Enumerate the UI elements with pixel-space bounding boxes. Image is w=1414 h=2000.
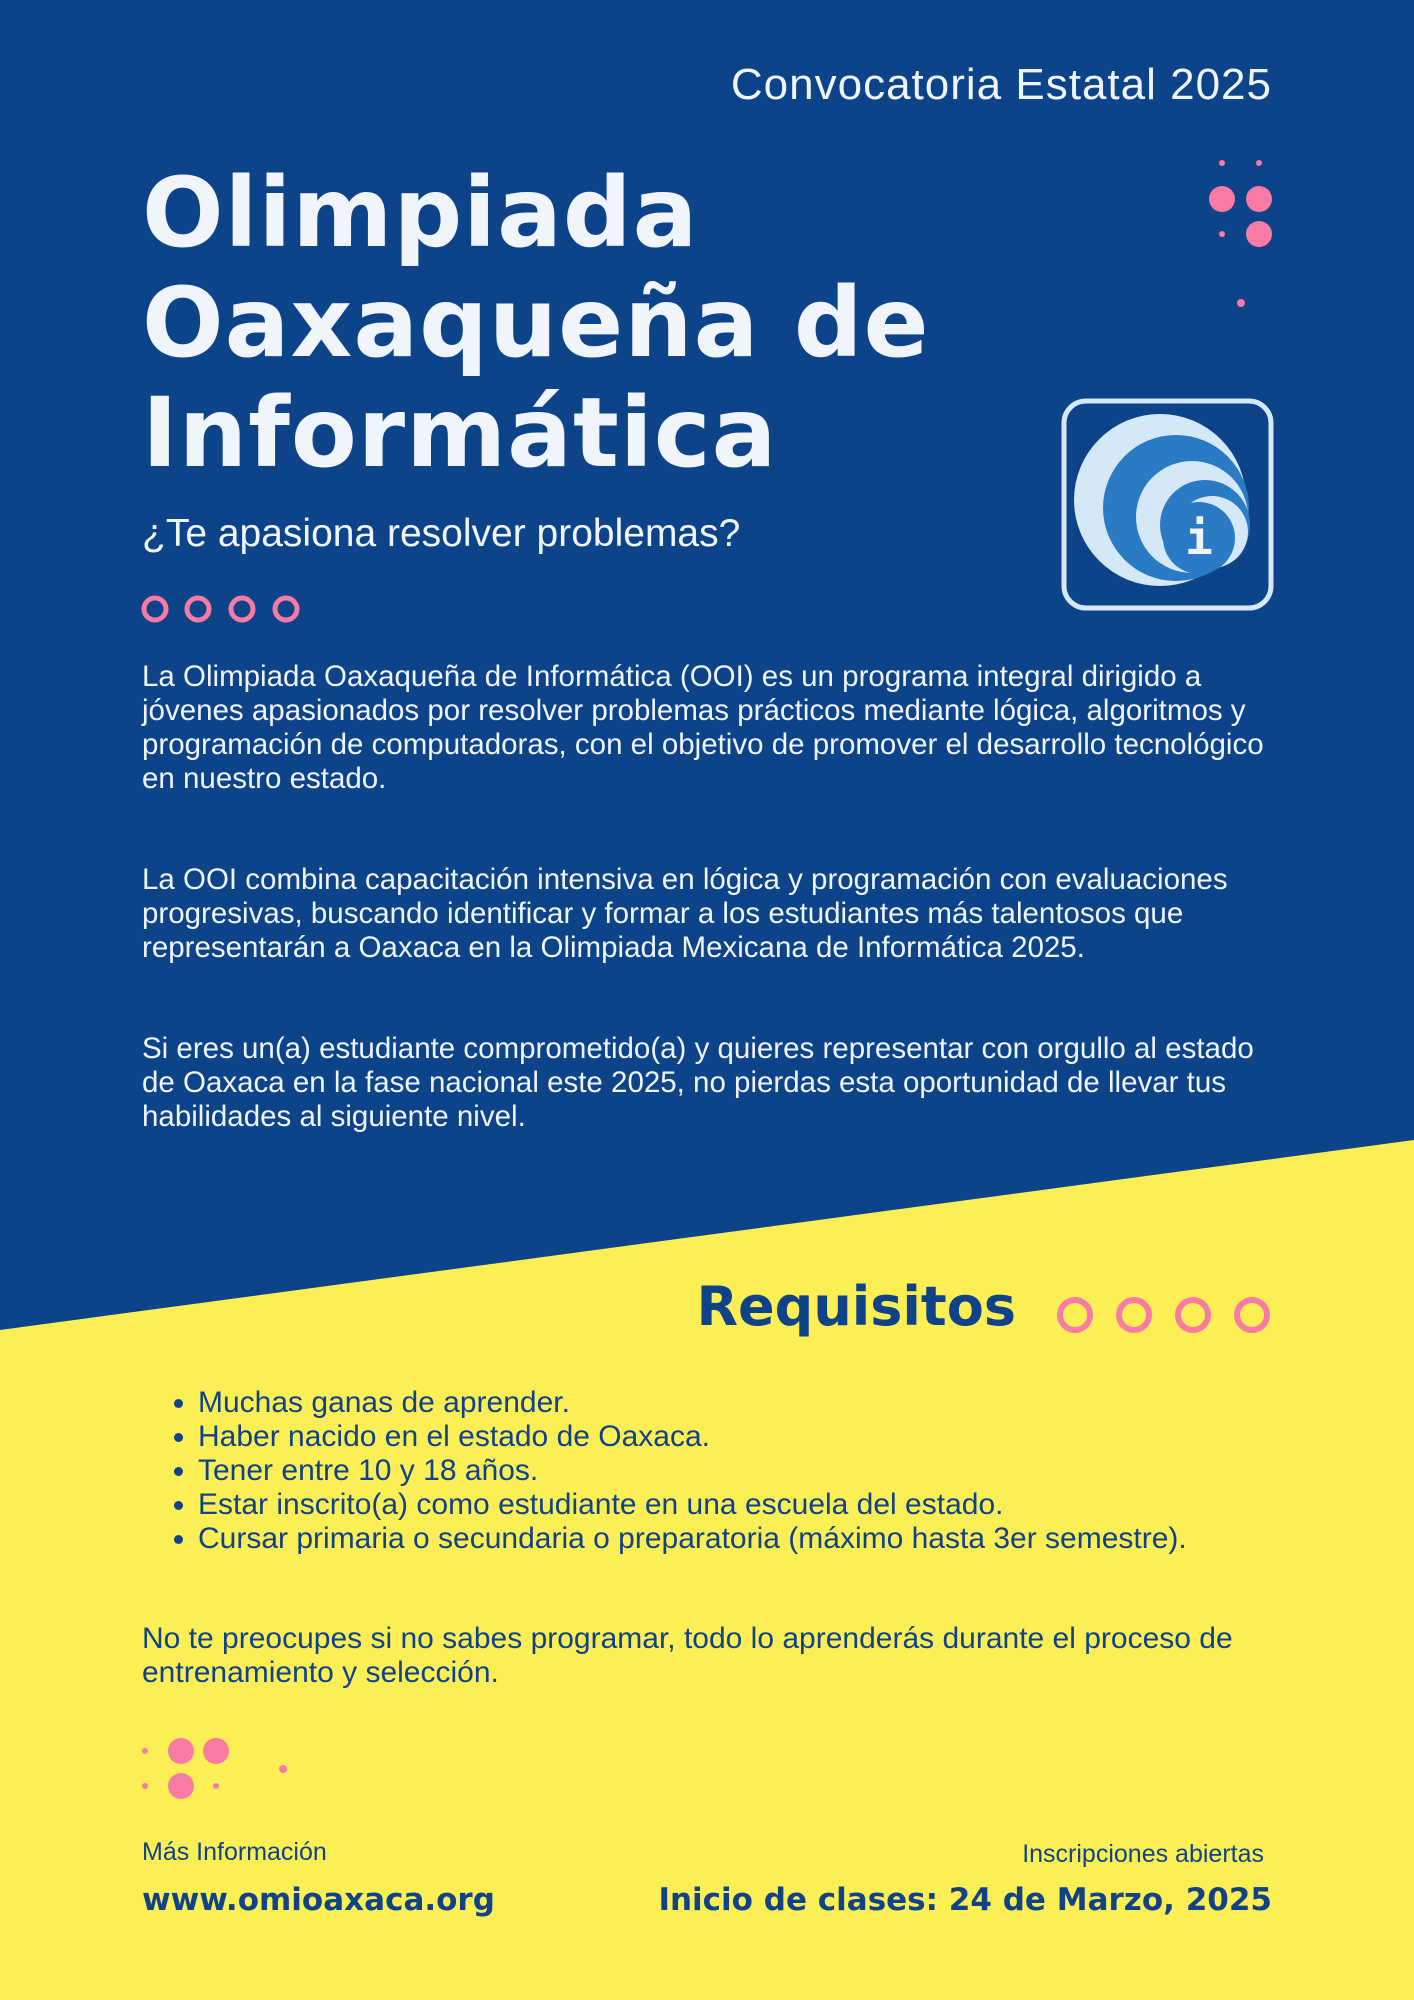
requirements-list <box>142 1386 1282 1556</box>
list-item: • Estar inscrito(a) como estudiante en una escuela del estado. <box>198 1488 1282 1522</box>
intro-paragraph: La OOI combina capacitación intensiva en lógica y programación con evaluaciones progresivas, buscando identificar y formar a los estudiantes más talentosos que representarán a Oaxaca en la Olimpiada Mexicana de Informática 2025. <box>142 863 1228 964</box>
ooi-logo-icon <box>1064 401 1271 608</box>
list-item: • Haber nacido en el estado de Oaxaca. <box>198 1420 1282 1454</box>
tagline-question: ¿Te apasiona resolver problemas? <box>142 512 741 555</box>
list-item: • Muchas ganas de aprender. <box>198 1386 1282 1420</box>
registration-label: Inscripciones abiertas <box>1022 1840 1264 1868</box>
title-line: Oaxaqueña de <box>142 267 930 379</box>
intro-paragraph: Si eres un(a) estudiante comprometido(a) y quieres representar con orgullo al estado de Oaxaca en la fase nacional este 2025, no pierdas esta oportunidad de llevar tus habilidades al siguiente nivel. <box>142 1032 1254 1133</box>
class-start-date: Inicio de clases: 24 de Marzo, 2025 <box>658 1882 1272 1918</box>
more-info-label: Más Información <box>142 1838 327 1866</box>
requirements-title: Requisitos <box>696 1275 1016 1338</box>
call-subtitle: Convocatoria Estatal 2025 <box>730 60 1272 109</box>
logo-letter: i <box>1185 511 1213 565</box>
website-link[interactable]: www.omioaxaca.org <box>142 1882 495 1918</box>
page-title <box>142 158 930 488</box>
rings-requisitos-icon <box>1060 1300 1267 1330</box>
list-item: • Cursar primaria o secundaria o preparatoria (máximo hasta 3er semestre). <box>198 1522 1282 1556</box>
title-line: Olimpiada <box>142 157 699 269</box>
list-item: • Tener entre 10 y 18 años. <box>198 1454 1282 1488</box>
requirements-note: No te preocupes si no sabes programar, todo lo aprenderás durante el proceso de entrenamiento y selección. <box>142 1622 1233 1689</box>
dot-cluster-bottom-icon <box>142 1738 287 1799</box>
title-line: Informática <box>142 377 778 489</box>
intro-paragraph: La Olimpiada Oaxaqueña de Informática (OOI) es un programa integral dirigido a jóvenes apasionados por resolver problemas prácticos mediante lógica, algoritmos y programación de computadoras, con el objetivo de promover el desarrollo tecnológico en nuestro estado. <box>142 660 1264 795</box>
